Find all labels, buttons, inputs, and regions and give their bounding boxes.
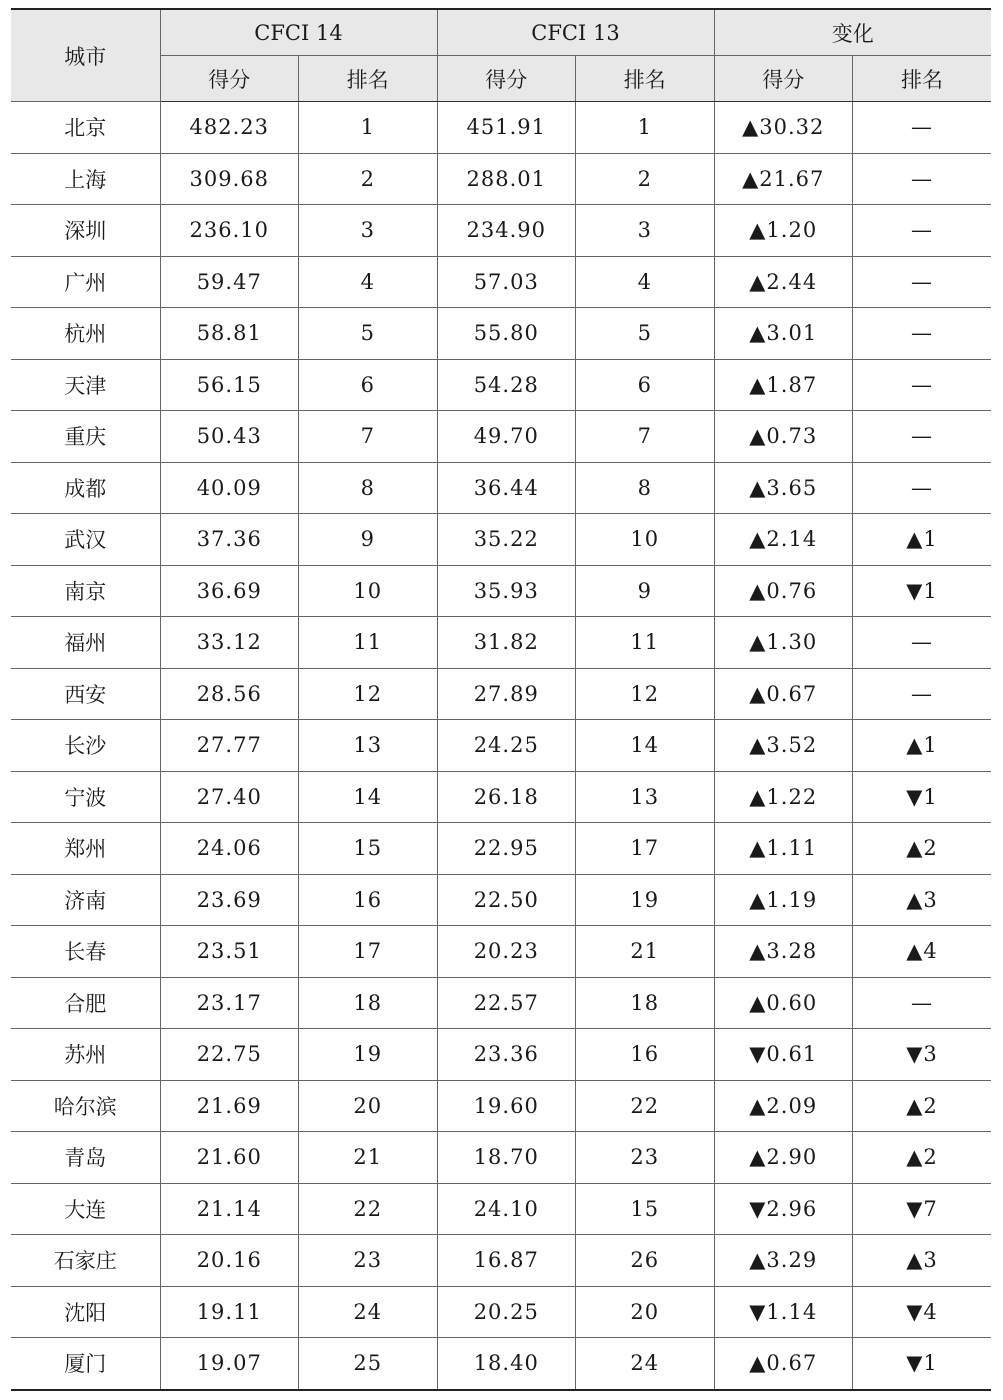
header-change: 变化 bbox=[714, 9, 991, 56]
cell-change-score: ▲3.29 bbox=[714, 1235, 853, 1287]
cell-cfci13-score: 49.70 bbox=[437, 411, 576, 463]
cell-cfci14-rank: 6 bbox=[299, 359, 438, 411]
cell-cfci14-score: 50.43 bbox=[160, 411, 299, 463]
cell-change-rank: — bbox=[853, 256, 992, 308]
cell-change-rank: ▲2 bbox=[853, 823, 992, 875]
cell-cfci14-rank: 2 bbox=[299, 153, 438, 205]
cell-cfci14-score: 28.56 bbox=[160, 668, 299, 720]
cell-cfci14-score: 21.14 bbox=[160, 1183, 299, 1235]
cell-cfci13-rank: 3 bbox=[576, 205, 715, 257]
cell-cfci13-score: 24.25 bbox=[437, 720, 576, 772]
cell-change-score: ▲1.20 bbox=[714, 205, 853, 257]
cell-change-rank: ▼7 bbox=[853, 1183, 992, 1235]
cell-cfci14-score: 20.16 bbox=[160, 1235, 299, 1287]
table-row bbox=[11, 256, 991, 308]
cell-change-score: ▲1.22 bbox=[714, 771, 853, 823]
cell-cfci14-rank: 9 bbox=[299, 514, 438, 566]
cell-cfci14-rank: 22 bbox=[299, 1183, 438, 1235]
cell-change-score: ▼1.14 bbox=[714, 1286, 853, 1338]
table-row bbox=[11, 617, 991, 669]
cell-cfci14-score: 309.68 bbox=[160, 153, 299, 205]
cell-change-score: ▲0.67 bbox=[714, 1338, 853, 1390]
cell-cfci14-score: 22.75 bbox=[160, 1029, 299, 1081]
cell-cfci14-rank: 25 bbox=[299, 1338, 438, 1390]
cell-cfci13-rank: 9 bbox=[576, 565, 715, 617]
table-row bbox=[11, 205, 991, 257]
cell-change-rank: — bbox=[853, 462, 992, 514]
table-row bbox=[11, 102, 991, 154]
cell-change-score: ▲3.65 bbox=[714, 462, 853, 514]
header-change-rank: 排名 bbox=[853, 56, 992, 102]
cell-change-score: ▲0.60 bbox=[714, 977, 853, 1029]
cell-cfci14-score: 482.23 bbox=[160, 102, 299, 154]
cell-cfci14-rank: 5 bbox=[299, 308, 438, 360]
cell-cfci13-rank: 1 bbox=[576, 102, 715, 154]
cell-cfci14-score: 27.77 bbox=[160, 720, 299, 772]
header-city: 城市 bbox=[11, 9, 160, 102]
cell-cfci14-rank: 16 bbox=[299, 874, 438, 926]
cell-cfci13-rank: 22 bbox=[576, 1080, 715, 1132]
table-row bbox=[11, 720, 991, 772]
cell-change-score: ▲30.32 bbox=[714, 102, 853, 154]
cell-cfci14-score: 19.11 bbox=[160, 1286, 299, 1338]
cell-city: 杭州 bbox=[11, 308, 160, 360]
cell-cfci14-score: 19.07 bbox=[160, 1338, 299, 1390]
cell-change-score: ▲1.19 bbox=[714, 874, 853, 926]
table-row bbox=[11, 874, 991, 926]
cell-city: 合肥 bbox=[11, 977, 160, 1029]
cell-city: 武汉 bbox=[11, 514, 160, 566]
cell-cfci14-rank: 21 bbox=[299, 1132, 438, 1184]
header-cfci13: CFCI 13 bbox=[437, 9, 714, 56]
cell-cfci13-score: 27.89 bbox=[437, 668, 576, 720]
cell-cfci14-score: 23.17 bbox=[160, 977, 299, 1029]
cell-change-score: ▲1.87 bbox=[714, 359, 853, 411]
table-row bbox=[11, 823, 991, 875]
cell-cfci14-rank: 13 bbox=[299, 720, 438, 772]
cell-change-score: ▼0.61 bbox=[714, 1029, 853, 1081]
cell-cfci14-rank: 20 bbox=[299, 1080, 438, 1132]
cell-cfci13-rank: 12 bbox=[576, 668, 715, 720]
table-row bbox=[11, 411, 991, 463]
cell-change-rank: ▲1 bbox=[853, 514, 992, 566]
cell-change-score: ▲0.73 bbox=[714, 411, 853, 463]
cell-cfci14-rank: 12 bbox=[299, 668, 438, 720]
cell-change-score: ▲2.14 bbox=[714, 514, 853, 566]
cell-cfci14-rank: 8 bbox=[299, 462, 438, 514]
cell-cfci13-score: 22.95 bbox=[437, 823, 576, 875]
cell-change-rank: — bbox=[853, 102, 992, 154]
cell-cfci13-score: 451.91 bbox=[437, 102, 576, 154]
cell-cfci13-score: 16.87 bbox=[437, 1235, 576, 1287]
cell-city: 广州 bbox=[11, 256, 160, 308]
cell-change-rank: — bbox=[853, 411, 992, 463]
cell-cfci14-score: 236.10 bbox=[160, 205, 299, 257]
cell-cfci13-score: 36.44 bbox=[437, 462, 576, 514]
cell-change-rank: ▼3 bbox=[853, 1029, 992, 1081]
cell-change-score: ▲2.90 bbox=[714, 1132, 853, 1184]
cell-cfci14-score: 27.40 bbox=[160, 771, 299, 823]
cell-city: 深圳 bbox=[11, 205, 160, 257]
cell-change-score: ▲3.01 bbox=[714, 308, 853, 360]
cell-cfci14-rank: 17 bbox=[299, 926, 438, 978]
cell-change-rank: ▲3 bbox=[853, 1235, 992, 1287]
cell-cfci13-rank: 14 bbox=[576, 720, 715, 772]
cell-city: 长沙 bbox=[11, 720, 160, 772]
cell-cfci14-score: 21.60 bbox=[160, 1132, 299, 1184]
table-row bbox=[11, 1183, 991, 1235]
table-row bbox=[11, 771, 991, 823]
table-row bbox=[11, 308, 991, 360]
table-row bbox=[11, 1286, 991, 1338]
cell-cfci13-score: 22.50 bbox=[437, 874, 576, 926]
cell-cfci14-rank: 14 bbox=[299, 771, 438, 823]
cell-cfci13-score: 18.70 bbox=[437, 1132, 576, 1184]
cell-city: 大连 bbox=[11, 1183, 160, 1235]
cell-cfci14-score: 56.15 bbox=[160, 359, 299, 411]
cell-city: 宁波 bbox=[11, 771, 160, 823]
header-cfci13-rank: 排名 bbox=[576, 56, 715, 102]
cell-city: 重庆 bbox=[11, 411, 160, 463]
cell-cfci14-score: 21.69 bbox=[160, 1080, 299, 1132]
cell-cfci14-rank: 4 bbox=[299, 256, 438, 308]
table-body bbox=[11, 102, 991, 1390]
cell-city: 厦门 bbox=[11, 1338, 160, 1390]
cell-city: 苏州 bbox=[11, 1029, 160, 1081]
cell-change-rank: ▲4 bbox=[853, 926, 992, 978]
table-row bbox=[11, 1029, 991, 1081]
cell-change-score: ▲3.28 bbox=[714, 926, 853, 978]
cell-cfci13-score: 18.40 bbox=[437, 1338, 576, 1390]
cell-cfci13-score: 20.23 bbox=[437, 926, 576, 978]
cell-cfci13-rank: 23 bbox=[576, 1132, 715, 1184]
cell-change-rank: — bbox=[853, 153, 992, 205]
cell-cfci13-rank: 10 bbox=[576, 514, 715, 566]
cell-change-rank: ▲3 bbox=[853, 874, 992, 926]
table-row bbox=[11, 668, 991, 720]
cell-cfci14-score: 37.36 bbox=[160, 514, 299, 566]
cell-cfci13-rank: 4 bbox=[576, 256, 715, 308]
cell-change-score: ▲2.09 bbox=[714, 1080, 853, 1132]
table-row bbox=[11, 153, 991, 205]
cell-city: 成都 bbox=[11, 462, 160, 514]
cell-cfci13-score: 55.80 bbox=[437, 308, 576, 360]
cell-city: 哈尔滨 bbox=[11, 1080, 160, 1132]
cell-change-score: ▲0.76 bbox=[714, 565, 853, 617]
cell-city: 北京 bbox=[11, 102, 160, 154]
cell-change-rank: ▼1 bbox=[853, 1338, 992, 1390]
cell-cfci13-score: 234.90 bbox=[437, 205, 576, 257]
cell-change-rank: — bbox=[853, 617, 992, 669]
cell-city: 长春 bbox=[11, 926, 160, 978]
cell-city: 石家庄 bbox=[11, 1235, 160, 1287]
cell-city: 天津 bbox=[11, 359, 160, 411]
table-row bbox=[11, 462, 991, 514]
cell-cfci13-score: 35.93 bbox=[437, 565, 576, 617]
cell-cfci13-rank: 24 bbox=[576, 1338, 715, 1390]
cell-cfci13-rank: 21 bbox=[576, 926, 715, 978]
cell-cfci13-rank: 20 bbox=[576, 1286, 715, 1338]
cell-cfci13-score: 19.60 bbox=[437, 1080, 576, 1132]
cell-cfci13-rank: 5 bbox=[576, 308, 715, 360]
cell-cfci13-score: 31.82 bbox=[437, 617, 576, 669]
cell-cfci13-score: 54.28 bbox=[437, 359, 576, 411]
cell-change-rank: ▼4 bbox=[853, 1286, 992, 1338]
cell-change-rank: — bbox=[853, 308, 992, 360]
cell-change-rank: — bbox=[853, 205, 992, 257]
cell-cfci14-rank: 10 bbox=[299, 565, 438, 617]
cell-cfci13-score: 22.57 bbox=[437, 977, 576, 1029]
document-page bbox=[11, 8, 991, 1391]
cell-change-rank: — bbox=[853, 359, 992, 411]
cell-cfci13-rank: 2 bbox=[576, 153, 715, 205]
cell-cfci13-score: 288.01 bbox=[437, 153, 576, 205]
cell-cfci13-score: 35.22 bbox=[437, 514, 576, 566]
cell-cfci13-rank: 16 bbox=[576, 1029, 715, 1081]
cell-city: 沈阳 bbox=[11, 1286, 160, 1338]
cell-cfci14-rank: 15 bbox=[299, 823, 438, 875]
cell-change-score: ▲3.52 bbox=[714, 720, 853, 772]
cfci-ranking-table bbox=[11, 8, 991, 1391]
cell-cfci13-rank: 26 bbox=[576, 1235, 715, 1287]
cell-cfci13-score: 57.03 bbox=[437, 256, 576, 308]
cell-change-rank: ▲2 bbox=[853, 1132, 992, 1184]
cell-cfci14-score: 58.81 bbox=[160, 308, 299, 360]
table-row bbox=[11, 977, 991, 1029]
cell-change-score: ▲0.67 bbox=[714, 668, 853, 720]
header-cfci13-score: 得分 bbox=[437, 56, 576, 102]
cell-change-rank: ▼1 bbox=[853, 771, 992, 823]
cell-city: 上海 bbox=[11, 153, 160, 205]
cell-cfci13-rank: 8 bbox=[576, 462, 715, 514]
cell-change-score: ▲1.11 bbox=[714, 823, 853, 875]
cell-cfci14-score: 40.09 bbox=[160, 462, 299, 514]
cell-cfci14-rank: 23 bbox=[299, 1235, 438, 1287]
table-row bbox=[11, 926, 991, 978]
cell-cfci14-score: 59.47 bbox=[160, 256, 299, 308]
cell-city: 郑州 bbox=[11, 823, 160, 875]
cell-cfci14-rank: 19 bbox=[299, 1029, 438, 1081]
cell-cfci13-score: 20.25 bbox=[437, 1286, 576, 1338]
cell-cfci13-rank: 18 bbox=[576, 977, 715, 1029]
cell-cfci13-score: 26.18 bbox=[437, 771, 576, 823]
cell-change-rank: — bbox=[853, 668, 992, 720]
cell-change-rank: ▼1 bbox=[853, 565, 992, 617]
cell-cfci14-rank: 11 bbox=[299, 617, 438, 669]
header-change-score: 得分 bbox=[714, 56, 853, 102]
cell-cfci13-rank: 17 bbox=[576, 823, 715, 875]
cell-cfci14-score: 36.69 bbox=[160, 565, 299, 617]
cell-cfci13-rank: 13 bbox=[576, 771, 715, 823]
cell-cfci13-score: 23.36 bbox=[437, 1029, 576, 1081]
cell-cfci13-rank: 11 bbox=[576, 617, 715, 669]
cell-city: 西安 bbox=[11, 668, 160, 720]
cell-city: 福州 bbox=[11, 617, 160, 669]
table-row bbox=[11, 1132, 991, 1184]
table-row bbox=[11, 1338, 991, 1390]
cell-change-score: ▲2.44 bbox=[714, 256, 853, 308]
cell-change-rank: ▲2 bbox=[853, 1080, 992, 1132]
cell-cfci13-rank: 6 bbox=[576, 359, 715, 411]
table-row bbox=[11, 1080, 991, 1132]
cell-cfci13-rank: 15 bbox=[576, 1183, 715, 1235]
cell-cfci13-rank: 7 bbox=[576, 411, 715, 463]
cell-change-score: ▲1.30 bbox=[714, 617, 853, 669]
cell-cfci14-rank: 24 bbox=[299, 1286, 438, 1338]
cell-cfci14-score: 33.12 bbox=[160, 617, 299, 669]
cell-cfci13-rank: 19 bbox=[576, 874, 715, 926]
cell-cfci14-score: 23.69 bbox=[160, 874, 299, 926]
table-row bbox=[11, 514, 991, 566]
header-cfci14: CFCI 14 bbox=[160, 9, 437, 56]
table-row bbox=[11, 359, 991, 411]
cell-change-rank: — bbox=[853, 977, 992, 1029]
table-row bbox=[11, 1235, 991, 1287]
table-header bbox=[11, 9, 991, 102]
cell-city: 青岛 bbox=[11, 1132, 160, 1184]
cell-city: 南京 bbox=[11, 565, 160, 617]
table-row bbox=[11, 565, 991, 617]
cell-change-score: ▼2.96 bbox=[714, 1183, 853, 1235]
cell-cfci14-score: 24.06 bbox=[160, 823, 299, 875]
cell-cfci13-score: 24.10 bbox=[437, 1183, 576, 1235]
cell-change-rank: ▲1 bbox=[853, 720, 992, 772]
header-cfci14-score: 得分 bbox=[160, 56, 299, 102]
cell-cfci14-rank: 7 bbox=[299, 411, 438, 463]
header-cfci14-rank: 排名 bbox=[299, 56, 438, 102]
cell-change-score: ▲21.67 bbox=[714, 153, 853, 205]
cell-city: 济南 bbox=[11, 874, 160, 926]
cell-cfci14-rank: 3 bbox=[299, 205, 438, 257]
cell-cfci14-score: 23.51 bbox=[160, 926, 299, 978]
cell-cfci14-rank: 18 bbox=[299, 977, 438, 1029]
cell-cfci14-rank: 1 bbox=[299, 102, 438, 154]
